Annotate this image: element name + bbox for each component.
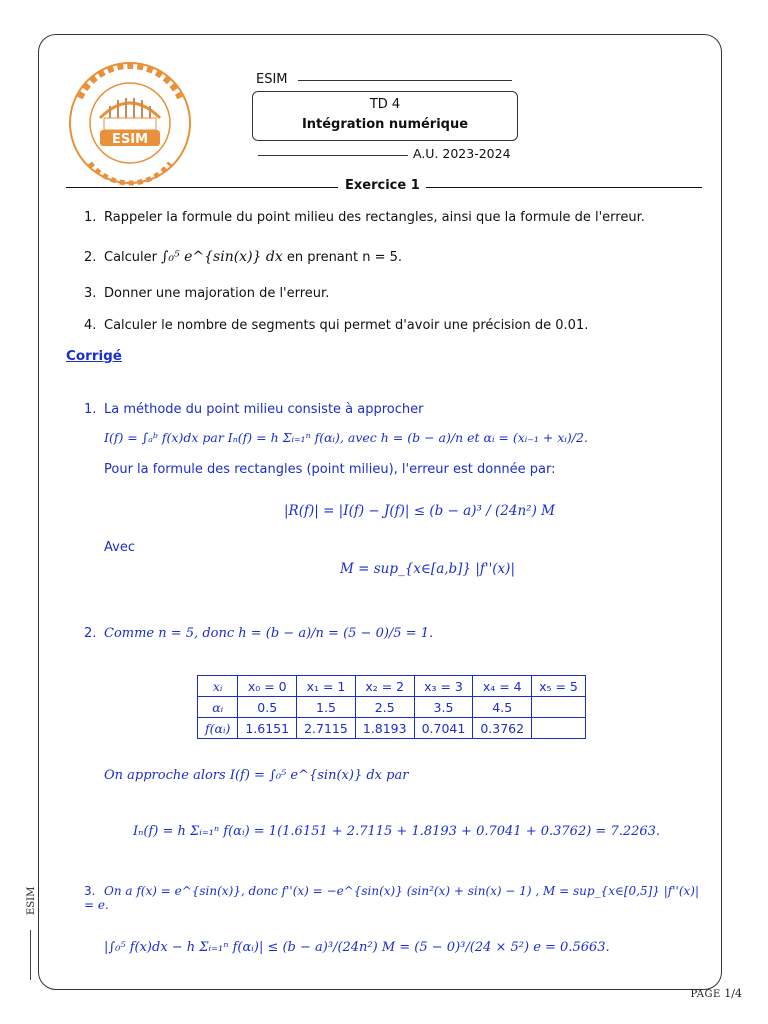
side-label: ESIM [26, 886, 37, 915]
answer-1-error-formula: |R(f)| = |I(f) − J(f)| ≤ (b − a)³ / (24n²) M [284, 503, 555, 519]
answer-1-M: M = sup_{x∈[a,b]} |f''(x)| [340, 561, 515, 577]
side-rule [30, 930, 31, 980]
td-subject: Intégration numérique [301, 117, 469, 132]
answer-2-text: 2. Comme n = 5, donc h = (b − a)/n = (5 − 0)/5 = 1. [84, 626, 434, 641]
answer-2-result: Iₙ(f) = h Σᵢ₌₁ⁿ f(αᵢ) = 1(1.6151 + 2.7115 + 1.8193 + 0.7041 + 0.3762) = 7.2263. [133, 824, 661, 839]
td-number: TD 4 [369, 97, 401, 112]
question-3: 3. Donner une majoration de l'erreur. [84, 286, 330, 301]
answer-2-approx: On approche alors I(f) = ∫₀⁵ e^{sin(x)} dx par [104, 768, 409, 783]
question-2-integral: ∫₀⁵ e^{sin(x)} dx [161, 249, 283, 265]
header-school: ESIM [256, 72, 288, 87]
answer-1-error-text: Pour la formule des rectangles (point milieu), l'erreur est donnée par: [104, 462, 556, 477]
answer-3-text: 3. On a f(x) = e^{sin(x)}, donc f''(x) = −e^{sin(x)} (sin²(x) + sin(x) − 1) , M = sup_{x∈[0,5]} |f''(x)| = e. [84, 884, 699, 912]
exercise-title: Exercice 1 [345, 178, 420, 193]
table-row: αᵢ 0.5 1.5 2.5 3.5 4.5 [198, 697, 586, 718]
question-2: 2. Calculer ∫₀⁵ e^{sin(x)} dx en prenant n = 5. [84, 249, 403, 265]
question-4: 4. Calculer le nombre de segments qui permet d'avoir une précision de 0.01. [84, 318, 589, 333]
answer-1-intro: 1. La méthode du point milieu consiste à approcher [84, 402, 424, 417]
corrige-title: Corrigé [66, 348, 122, 364]
answer-3-bound: |∫₀⁵ f(x)dx − h Σᵢ₌₁ⁿ f(αᵢ)| ≤ (b − a)³/(24n²) M = (5 − 0)³/(24 × 5²) e = 0.5663. [104, 940, 610, 955]
td-title-box [252, 91, 518, 141]
values-table [197, 675, 586, 739]
table-row: xᵢ x₀ = 0 x₁ = 1 x₂ = 2 x₃ = 3 x₄ = 4 x₅ = 5 [198, 676, 586, 697]
page-number: PAGE 1/4 [690, 987, 742, 1000]
table-row: f(αᵢ) 1.6151 2.7115 1.8193 0.7041 0.3762 [198, 718, 586, 739]
logo-text: ESIM [111, 132, 149, 147]
answer-1-formula: I(f) = ∫ₐᵇ f(x)dx par Iₙ(f) = h Σᵢ₌₁ⁿ f(αᵢ), avec h = (b − a)/n et αᵢ = (xᵢ₋₁ + xᵢ)/2. [104, 430, 588, 445]
esim-logo [60, 58, 200, 188]
exercise-rule [426, 187, 702, 188]
exercise-rule [66, 187, 338, 188]
question-1: 1. Rappeler la formule du point milieu des rectangles, ainsi que la formule de l'erreur. [84, 210, 645, 225]
header-rule [258, 155, 408, 156]
answer-1-avec: Avec [104, 540, 135, 555]
header-rule [298, 80, 512, 81]
academic-year: A.U. 2023-2024 [413, 146, 511, 161]
